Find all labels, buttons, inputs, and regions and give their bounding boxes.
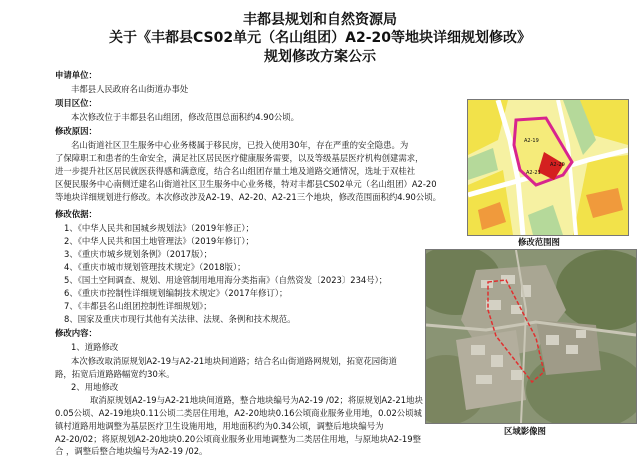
notice-subtitle: 规划修改方案公示 [264,49,376,65]
content-heading: 修改内容： [55,328,97,338]
basis-heading: 修改依据： [55,209,97,219]
aerial-map-caption: 区域影像图 [504,426,546,436]
notice-title: 关于《丰都县CS02单元（名山组团）A2-20等地块详细规划修改》 [109,30,531,46]
aerial-image-map [425,249,637,424]
reason-line-5: 等地块详细规划进行修改。本次修改涉及A2-19、A2-20、A2-21三个地块，修改范围面积约4.90公顷。 [55,192,441,202]
content-road-line-2: 路，拓宽后道路路幅宽约30米。 [55,369,175,379]
reason-line-1: 名山街道社区卫生服务中心业务楼属于移民房，已投入使用30年，存在严重的安全隐患。为 [71,140,409,150]
basis-item-3: 3、《重庆市城乡规划条例》（2017版）； [64,249,213,259]
content-sub-land: 2、用地修改 [71,382,119,392]
reason-line-2: 了保障职工和患者的生命安全，满足社区居民医疗健康服务需要，以及等级基层医疗机构创建需求， [55,153,424,163]
modification-range-map [467,99,629,236]
basis-item-6: 6、《重庆市控制性详细规划编制技术规定》（2017年修订）； [64,288,288,298]
label-a2-19: A2-19 [524,138,539,144]
content-land-line-1: 取消原规划A2-19与A2-21地块间道路，整合地块编号为A2-19 /02；将原规划A2-21地块 [90,395,423,405]
range-map-caption: 修改范围图 [518,237,560,247]
basis-item-7: 7、《丰都县名山组团控制性详细规划》； [64,301,212,311]
location-heading: 项目区位： [55,98,97,108]
basis-item-1: 1、《中华人民共和国城乡规划法》（2019年修正）； [64,223,254,233]
content-land-line-2: 0.05公顷、A2-19地块0.11公顷二类居住用地，A2-20地块0.16公顷商业服务业用地，0.02公顷城 [55,408,422,418]
range-map-graphic [468,100,628,235]
location-text: 本次修改位于丰都县名山组团，修改范围总面积约4.90公顷。 [71,112,300,122]
reason-line-3: 进一步提升社区居民就医获得感和满意度，结合名山组团存量土地及道路交通情况，选址于双桂社 [55,166,416,176]
applicant-heading: 申请单位： [55,70,97,80]
content-land-line-4: A2-20/02；将原规划A2-20地块0.20公顷商业服务业用地调整为二类居住用地，与原地块A2-19整 [55,434,421,444]
content-land-line-5: 合 ，调整后整合地块编号为A2-19 /02。 [55,446,208,456]
content-road-line-1: 本次修改取消原规划A2-19与A2-21地块间道路；结合名山街道路网规划，拓宽花园街道 [71,356,397,366]
content-sub-road: 1、道路修改 [71,342,119,352]
basis-item-5: 5、《国土空间调查、规划、用途管制用地用海分类指南》（自然资发〔2023〕234号）； [64,275,388,285]
content-land-line-3: 镇村道路用地调整为基层医疗卫生设施用地，用地面积约为0.34公顷，调整后地块编号为 [55,421,384,431]
basis-item-2: 2、《中华人民共和国土地管理法》（2019年修订）； [64,236,254,246]
basis-item-4: 4、《重庆市城市规划管理技术规定》（2018版）； [64,262,246,272]
aerial-graphic [426,250,636,423]
label-a2-21: A2-21 [526,170,541,176]
issuer-title: 丰都县规划和自然资源局 [243,12,397,28]
basis-item-8: 8、国家及重庆市现行其他有关法律、法规、条例和技术规范。 [64,314,296,324]
reason-line-4: 区便民服务中心南侧迁建名山街道社区卫生服务中心业务楼，特对丰都县CS02单元（名山组团）A2-20 [55,179,437,189]
label-a2-20: A2-20 [550,162,565,168]
applicant-text: 丰都县人民政府名山街道办事处 [71,84,189,94]
reason-heading: 修改原因： [55,126,97,136]
